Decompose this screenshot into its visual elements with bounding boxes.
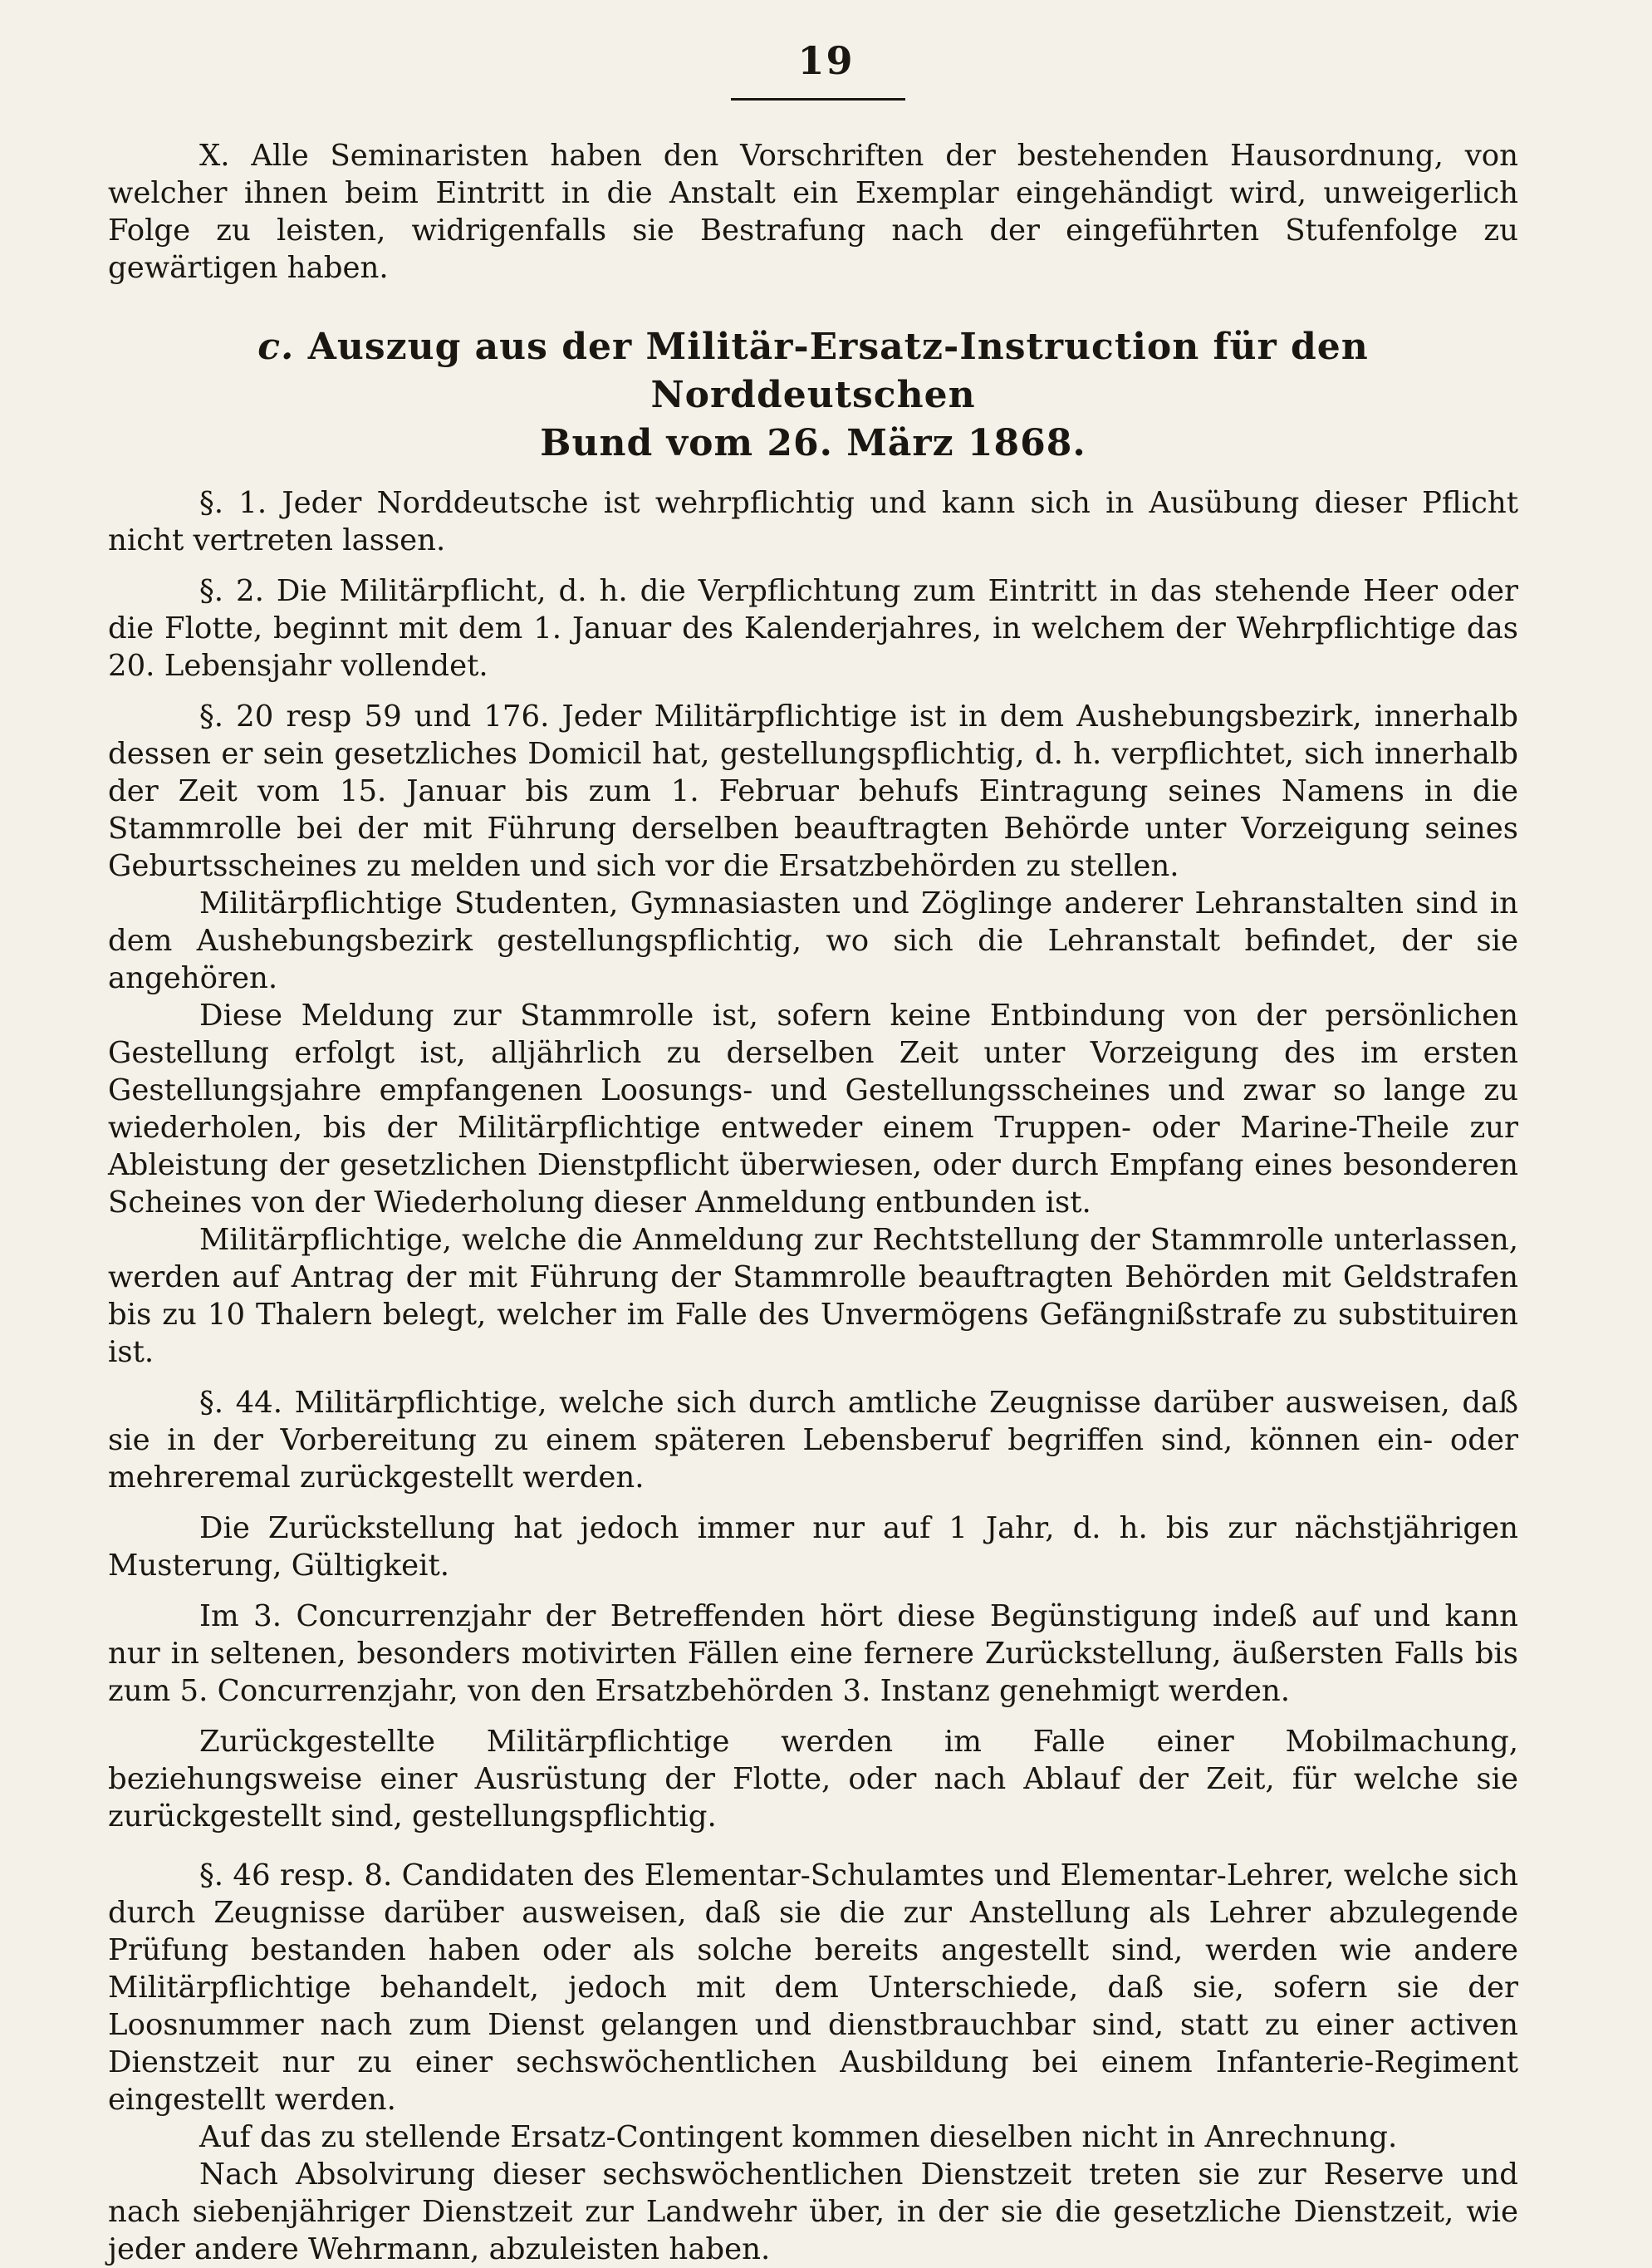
paragraph-contingent: Auf das zu stellende Ersatz-Contingent kommen dieselben nicht in Anrechnung.	[199, 2120, 1398, 2154]
paragraph-registration: Diese Meldung zur Stammrolle ist, sofern keine Entbindung von der persönlichen Gestellung erfolgt ist, alljährlich zu derselben Zeit unter Vorzeigung des im ersten Gestellungsjahre empfangenen Loosungs- und Gestellungsscheines und zwar so lange zu wiederholen, bis der Militärpflichtige entweder einem Truppen- oder Marine-Theile zur Ableistung der gesetzlichen Dienstpflicht überwiesen, oder durch Empfang eines besonderen Scheines von der Wiederholung dieser Anmeldung entbunden ist.	[108, 999, 1518, 1220]
section-heading	[108, 323, 1518, 468]
heading-title-line-2: Bund vom 26. März 1868.	[540, 422, 1086, 464]
paragraph-mobilisation: Zurückgestellte Militärpflichtige werden im Falle einer Mobilmachung, beziehungsweise einer Ausrüstung der Flotte, oder nach Ablauf der Zeit, für welche sie zurückgestellt sind, gestellungspflichtig.	[108, 1725, 1518, 1834]
paragraph-penalties: Militärpflichtige, welche die Anmeldung zur Rechtstellung der Stammrolle unterlassen, werden auf Antrag der mit Führung der Stammrolle beauftragten Behörden mit Geldstrafen bis zu 10 Thalern belegt, welcher im Falle des Unvermögens Gefängnißstrafe zu substituiren ist.	[108, 1223, 1518, 1369]
heading-letter: c.	[257, 326, 295, 368]
page-body	[108, 137, 1518, 2268]
paragraph-reserve: Nach Absolvirung dieser sechswöchentlichen Dienstzeit treten sie zur Reserve und nach siebenjähriger Dienstzeit zur Landwehr über, in der sie die gesetzliche Dienstzeit, wie jeder andere Wehrmann, abzuleisten haben.	[108, 2158, 1518, 2266]
paragraph-section-20: §. 20 resp 59 und 176. Jeder Militärpflichtige ist in dem Aushebungsbezirk, innerhalb dessen er sein gesetzliches Domicil hat, gestellungspflichtig, d. h. verpflichtet, sich innerhalb der Zeit vom 15. Januar bis zum 1. Februar behufs Eintragung seines Namens in die Stammrolle bei der mit Führung derselben beauftragten Behörde unter Vorzeigung seines Geburtsscheines zu melden und sich vor die Ersatzbehörden zu stellen.	[108, 700, 1518, 883]
paragraph-section-2: §. 2. Die Militärpflicht, d. h. die Verpflichtung zum Eintritt in das stehende Heer oder die Flotte, beginnt mit dem 1. Januar des Kalenderjahres, in welchem der Wehrpflichtige das 20. Lebensjahr vollendet.	[108, 574, 1518, 683]
heading-title-line-1: Auszug aus der Militär-Ersatz-Instruction für den Norddeutschen	[307, 326, 1369, 416]
paragraph-deferral-validity: Die Zurückstellung hat jedoch immer nur auf 1 Jahr, d. h. bis zur nächstjährigen Musterung, Gültigkeit.	[108, 1511, 1518, 1583]
page-number: 19	[797, 38, 855, 83]
section-x-paragraph: X. Alle Seminaristen haben den Vorschriften der bestehenden Hausordnung, von welcher ihnen beim Eintritt in die Anstalt ein Exemplar eingehändigt wird, unweigerlich Folge zu leisten, widrigenfalls sie Bestrafung nach der eingeführten Stufenfolge zu gewärtigen haben.	[108, 139, 1518, 285]
paragraph-third-year: Im 3. Concurrenzjahr der Betreffenden hört diese Begünstigung indeß auf und kann nur in seltenen, besonders motivirten Fällen eine fernere Zurückstellung, äußersten Falls bis zum 5. Concurrenzjahr, von den Ersatzbehörden 3. Instanz genehmigt werden.	[108, 1599, 1518, 1708]
paragraph-section-1: §. 1. Jeder Norddeutsche ist wehrpflichtig und kann sich in Ausübung dieser Pflicht nicht vertreten lassen.	[108, 486, 1518, 557]
paragraph-students: Militärpflichtige Studenten, Gymnasiasten und Zöglinge anderer Lehranstalten sind in dem Aushebungsbezirk gestellungspflichtig, wo sich die Lehranstalt befindet, der sie angehören.	[108, 886, 1518, 995]
paragraph-section-44: §. 44. Militärpflichtige, welche sich durch amtliche Zeugnisse darüber ausweisen, daß sie in der Vorbereitung zu einem späteren Lebensberuf begriffen sind, können ein- oder mehreremal zurückgestellt werden.	[108, 1386, 1518, 1495]
paragraph-section-46: §. 46 resp. 8. Candidaten des Elementar-Schulamtes und Elementar-Lehrer, welche sich durch Zeugnisse darüber ausweisen, daß sie die zur Anstellung als Lehrer abzulegende Prüfung bestanden haben oder als solche bereits angestellt sind, werden wie andere Militärpflichtige behandelt, jedoch mit dem Unterschiede, daß sie, sofern sie der Loosnummer nach zum Dienst gelangen und dienstbrauchbar sind, statt zu einer activen Dienstzeit nur zu einer sechswöchentlichen Ausbildung bei einem Infanterie-Regiment eingestellt werden.	[108, 1858, 1518, 2117]
page-number-rule	[731, 98, 905, 101]
heading-line-1	[108, 323, 1518, 420]
